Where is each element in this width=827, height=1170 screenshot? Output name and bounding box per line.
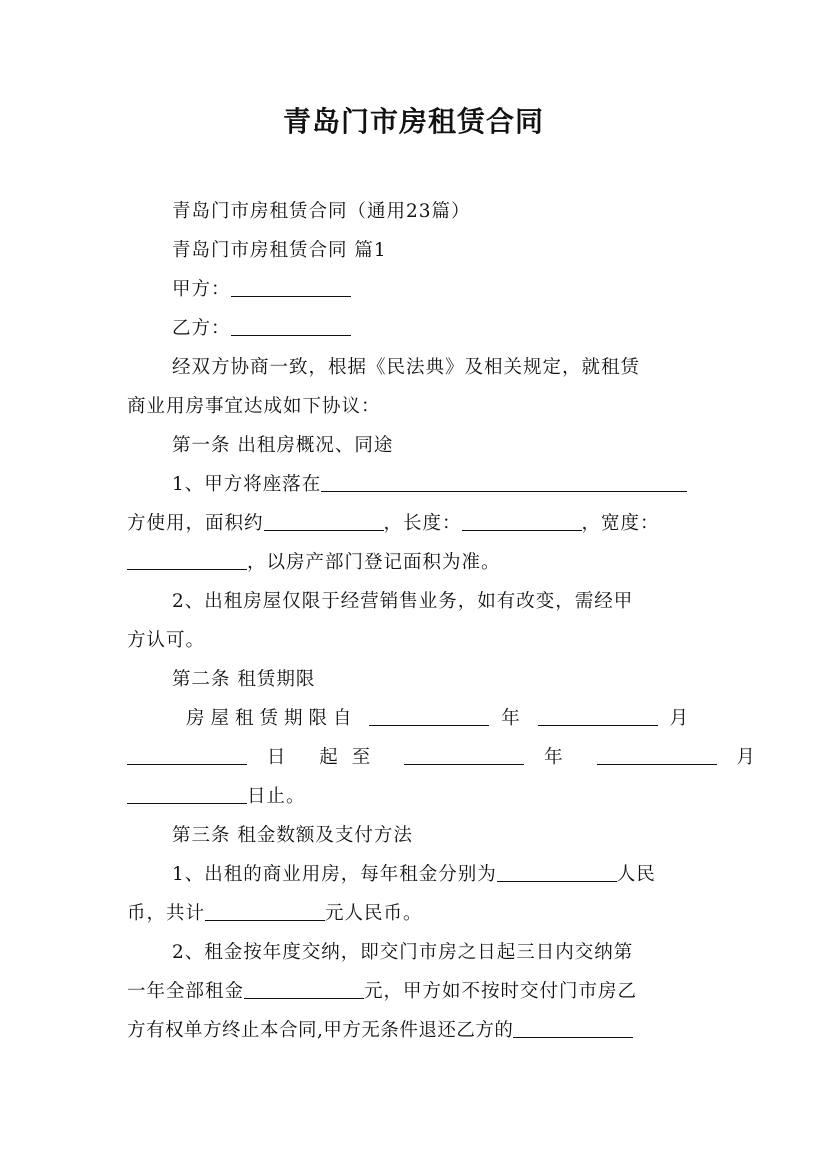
lease-term-label: 房屋租赁期限自 bbox=[186, 708, 358, 729]
document-title: 青岛门市房租赁合同 bbox=[282, 105, 544, 138]
article-1-item-1-line-3 bbox=[127, 551, 501, 575]
annual-rent-blank bbox=[497, 863, 617, 882]
article-3-item-2-line-2 bbox=[127, 980, 637, 1004]
start-month-blank bbox=[538, 707, 658, 726]
currency-text: 人民 bbox=[616, 864, 656, 885]
end-month-unit: 月 bbox=[736, 747, 769, 768]
party-b-blank bbox=[231, 317, 351, 336]
article-1-item-1-text: 1、甲方将座落在 bbox=[172, 474, 322, 495]
start-day-unit: 日 bbox=[266, 747, 300, 768]
article-2-title: 第二条 租赁期限 bbox=[172, 669, 316, 690]
end-year-unit: 年 bbox=[544, 747, 577, 768]
first-year-rent-blank bbox=[244, 980, 364, 999]
article-1-title: 第一条 出租房概况、同途 bbox=[172, 435, 394, 456]
start-day-blank bbox=[127, 746, 247, 765]
first-year-rent-label: 一年全部租金 bbox=[127, 981, 245, 1002]
article-2-line-3 bbox=[127, 785, 306, 809]
total-blank bbox=[205, 902, 325, 921]
end-year-blank bbox=[404, 746, 524, 765]
refund-blank bbox=[513, 1019, 633, 1038]
area-label: 方使用，面积约 bbox=[127, 513, 264, 534]
area-note: ，以房产部门登记面积为准。 bbox=[247, 552, 501, 573]
annual-rent-label: 1、出租的商业用房，每年租金分别为 bbox=[172, 864, 497, 885]
width-blank bbox=[127, 551, 247, 570]
intro-line-1: 经双方协商一致，根据《民法典》及相关规定，就租赁 bbox=[172, 357, 641, 378]
total-unit: 元人民币。 bbox=[325, 903, 423, 924]
chapter-heading: 青岛门市房租赁合同 篇1 bbox=[172, 240, 387, 261]
intro-line-2: 商业用房事宜达成如下协议： bbox=[127, 396, 381, 417]
article-2-line-1 bbox=[186, 707, 694, 731]
article-3-title: 第三条 租金数额及支付方法 bbox=[172, 825, 413, 846]
termination-text: 方有权单方终止本合同,甲方无条件退还乙方的 bbox=[127, 1020, 514, 1041]
start-year-unit: 年 bbox=[501, 708, 526, 729]
location-blank bbox=[321, 473, 687, 492]
article-1-item-1-line-2 bbox=[127, 512, 660, 536]
end-day-blank bbox=[127, 785, 247, 804]
article-3-item-1-line-1 bbox=[172, 863, 656, 887]
end-month-blank bbox=[597, 746, 717, 765]
until-label: 起至 bbox=[319, 747, 385, 768]
article-3-item-1-line-2 bbox=[127, 902, 423, 926]
article-3-item-2-line-3 bbox=[127, 1019, 633, 1043]
party-a-line bbox=[172, 278, 351, 302]
party-b-label: 乙方： bbox=[172, 318, 231, 339]
article-1-item-1-line-1 bbox=[172, 473, 687, 497]
width-label: ，宽度： bbox=[581, 513, 660, 534]
subtitle: 青岛门市房租赁合同（通用23篇） bbox=[172, 201, 471, 222]
article-1-item-2-line-2: 方认可。 bbox=[127, 630, 206, 651]
article-1-item-2-line-1: 2、出租房屋仅限于经营销售业务，如有改变，需经甲 bbox=[172, 591, 634, 612]
start-year-blank bbox=[369, 707, 489, 726]
length-label: ，长度： bbox=[383, 513, 462, 534]
length-blank bbox=[462, 512, 582, 531]
article-3-item-2-line-1: 2、租金按年度交纳，即交门市房之日起三日内交纳第 bbox=[172, 942, 634, 963]
party-a-label: 甲方： bbox=[172, 279, 231, 300]
total-label: 币，共计 bbox=[127, 903, 206, 924]
area-blank bbox=[264, 512, 384, 531]
party-b-line bbox=[172, 317, 351, 341]
start-month-unit: 月 bbox=[669, 708, 695, 729]
article-2-line-2 bbox=[127, 746, 769, 770]
first-year-rent-text: 元，甲方如不按时交付门市房乙 bbox=[364, 981, 638, 1002]
end-day-text: 日止。 bbox=[247, 786, 306, 807]
party-a-blank bbox=[231, 278, 351, 297]
